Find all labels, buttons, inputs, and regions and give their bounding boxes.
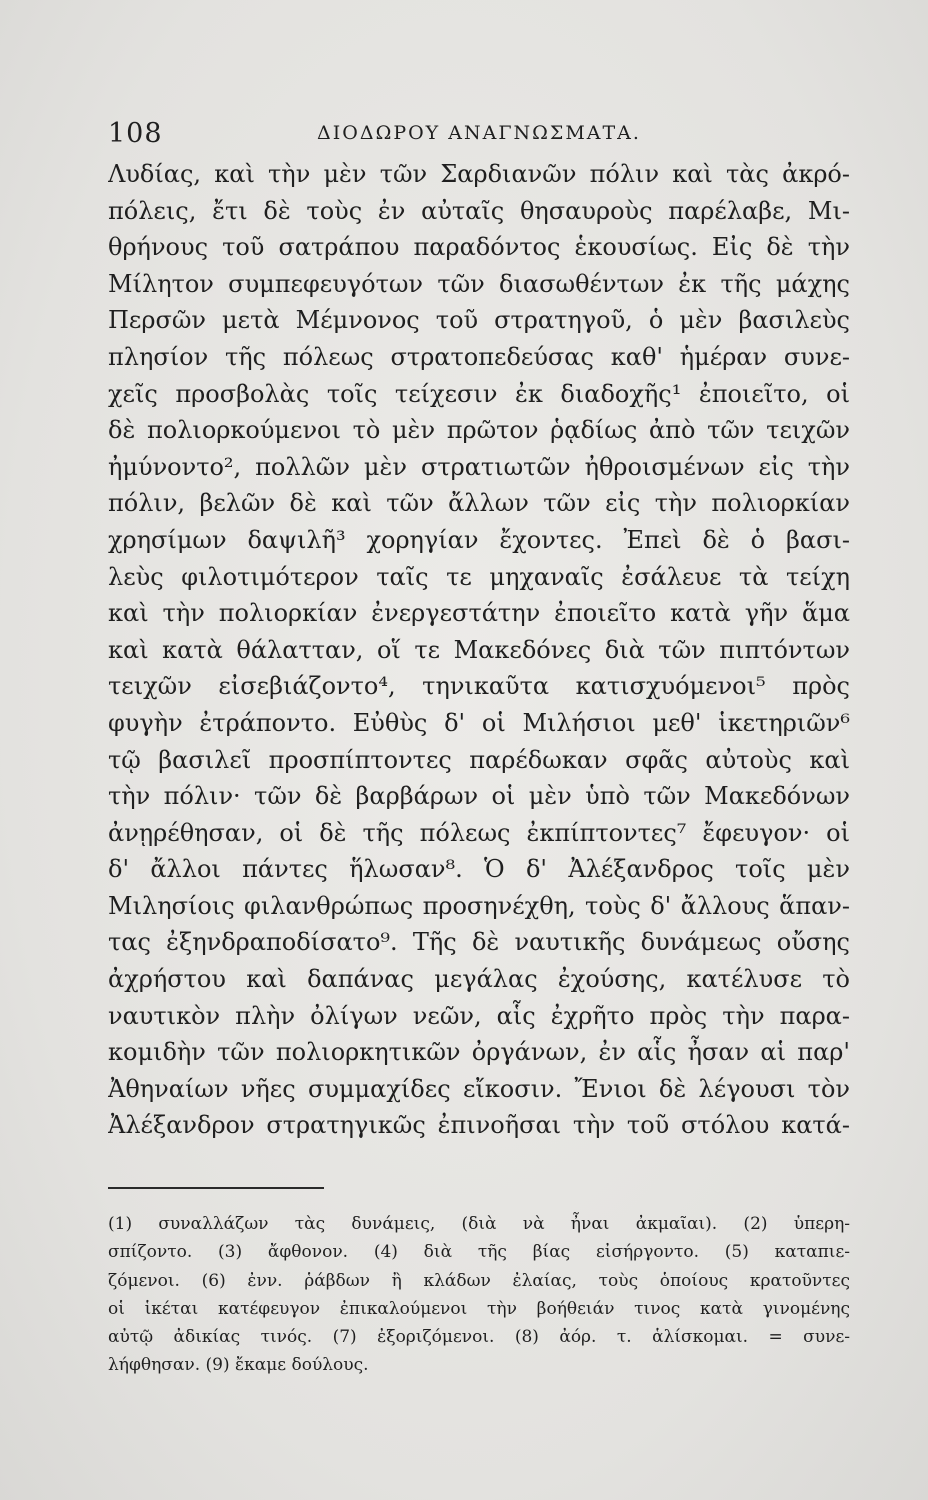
- footnote-line: (1) συναλλάζων τὰς δυνάμεις, (διὰ νὰ ἦναι ἀκμαῖαι). (2) ὑπερη-: [108, 1214, 850, 1234]
- text-line: καὶ τὴν πολιορκίαν ἐνεργεστάτην ἐποιεῖτο κατὰ γῆν ἅμα: [108, 599, 850, 628]
- page-header: [108, 118, 850, 158]
- text-line: τὴν πόλιν· τῶν δὲ βαρβάρων οἱ μὲν ὑπὸ τῶν Μακεδόνων: [108, 782, 850, 811]
- text-line: τῷ βασιλεῖ προσπίπτοντες παρέδωκαν σφᾶς αὐτοὺς καὶ: [108, 745, 850, 774]
- text-line: λεὺς φιλοτιμότερον ταῖς τε μηχαναῖς ἐσάλευε τὰ τείχη: [108, 562, 850, 591]
- text-line: Περσῶν μετὰ Μέμνονος τοῦ στρατηγοῦ, ὁ μὲν βασιλεὺς: [108, 306, 850, 335]
- running-title: ΔΙΟΔΩΡΟΥ ΑΝΑΓΝΩΣΜΑΤΑ.: [317, 122, 641, 144]
- footnote-line: λήφθησαν. (9) ἔκαμε δούλους.: [108, 1355, 369, 1376]
- text-line: φυγὴν ἐτράποντο. Εὐθὺς δ' οἱ Μιλήσιοι μεθ' ἱκετηριῶν⁶: [108, 708, 850, 737]
- footnotes: [108, 1210, 850, 1380]
- text-line: θρήνους τοῦ σατράπου παραδόντος ἑκουσίως. Εἰς δὲ τὴν: [108, 233, 850, 262]
- text-line: τειχῶν εἰσεβιάζοντο⁴, τηνικαῦτα κατισχυόμενοι⁵ πρὸς: [108, 672, 850, 701]
- text-line: ἀχρήστου καὶ δαπάνας μεγάλας ἐχούσης, κατέλυσε τὸ: [108, 965, 850, 994]
- footnote-line: οἱ ἱκέται κατέφευγον ἐπικαλούμενοι τὴν βοήθειάν τινος κατὰ γινομένης: [108, 1298, 850, 1319]
- text-line: δ' ἄλλοι πάντες ἥλωσαν⁸. Ὁ δ' Ἀλέξανδρος τοῖς μὲν: [108, 855, 850, 884]
- page-number: 108: [108, 118, 163, 149]
- text-line: Ἀλέξανδρον στρατηγικῶς ἐπινοῆσαι τὴν τοῦ στόλου κατά-: [108, 1111, 850, 1140]
- text-line: χεῖς προσβολὰς τοῖς τείχεσιν ἐκ διαδοχῆς¹ ἐποιεῖτο, οἱ: [108, 379, 850, 408]
- text-line: πλησίον τῆς πόλεως στρατοπεδεύσας καθ' ἡμέραν συνε-: [108, 342, 850, 371]
- text-line: ἠμύνοντο², πολλῶν μὲν στρατιωτῶν ἠθροισμένων εἰς τὴν: [108, 452, 850, 481]
- footnote-line: σπίζοντο. (3) ἄφθονον. (4) διὰ τῆς βίας εἰσήργοντο. (5) καταπιε-: [108, 1242, 850, 1263]
- text-line: Λυδίας, καὶ τὴν μὲν τῶν Σαρδιανῶν πόλιν καὶ τὰς ἀκρό-: [108, 160, 850, 188]
- text-line: τας ἐξηνδραποδίσατο⁹. Τῆς δὲ ναυτικῆς δυνάμεως οὔσης: [108, 928, 850, 957]
- text-line: ναυτικὸν πλὴν ὀλίγων νεῶν, αἷς ἐχρῆτο πρὸς τὴν παρα-: [108, 1001, 850, 1030]
- text-line: πόλιν, βελῶν δὲ καὶ τῶν ἄλλων τῶν εἰς τὴν πολιορκίαν: [108, 489, 850, 518]
- text-line: κομιδὴν τῶν πολιορκητικῶν ὀργάνων, ἐν αἷς ἦσαν αἱ παρ': [108, 1038, 850, 1067]
- text-line: Ἀθηναίων νῆες συμμαχίδες εἴκοσιν. Ἔνιοι δὲ λέγουσι τὸν: [108, 1074, 850, 1103]
- text-line: χρησίμων δαψιλῆ³ χορηγίαν ἔχοντες. Ἐπεὶ δὲ ὁ βασι-: [108, 525, 850, 554]
- text-line: καὶ κατὰ θάλατταν, οἵ τε Μακεδόνες διὰ τῶν πιπτόντων: [108, 635, 850, 664]
- main-text: [108, 156, 850, 1144]
- footnote-divider: [108, 1187, 324, 1189]
- text-line: πόλεις, ἔτι δὲ τοὺς ἐν αὐταῖς θησαυροὺς παρέλαβε, Μι-: [108, 196, 850, 225]
- text-line: Μιλησίοις φιλανθρώπως προσηνέχθη, τοὺς δ' ἄλλους ἅπαν-: [108, 891, 850, 920]
- footnote-line: αὐτῷ ἀδικίας τινός. (7) ἐξοριζόμενοι. (8) ἀόρ. τ. ἁλίσκομαι. = συνε-: [108, 1327, 850, 1348]
- text-line: ἀνῃρέθησαν, οἱ δὲ τῆς πόλεως ἐκπίπτοντες⁷ ἔφευγον· οἱ: [108, 818, 850, 847]
- footnote-line: ζόμενοι. (6) ἐνν. ῥάβδων ἢ κλάδων ἐλαίας, τοὺς ὁποίους κρατοῦντες: [108, 1270, 850, 1291]
- text-line: Μίλητον συμπεφευγότων τῶν διασωθέντων ἐκ τῆς μάχης: [108, 269, 850, 298]
- text-line: δὲ πολιορκούμενοι τὸ μὲν πρῶτον ῥᾳδίως ἀπὸ τῶν τειχῶν: [108, 416, 850, 445]
